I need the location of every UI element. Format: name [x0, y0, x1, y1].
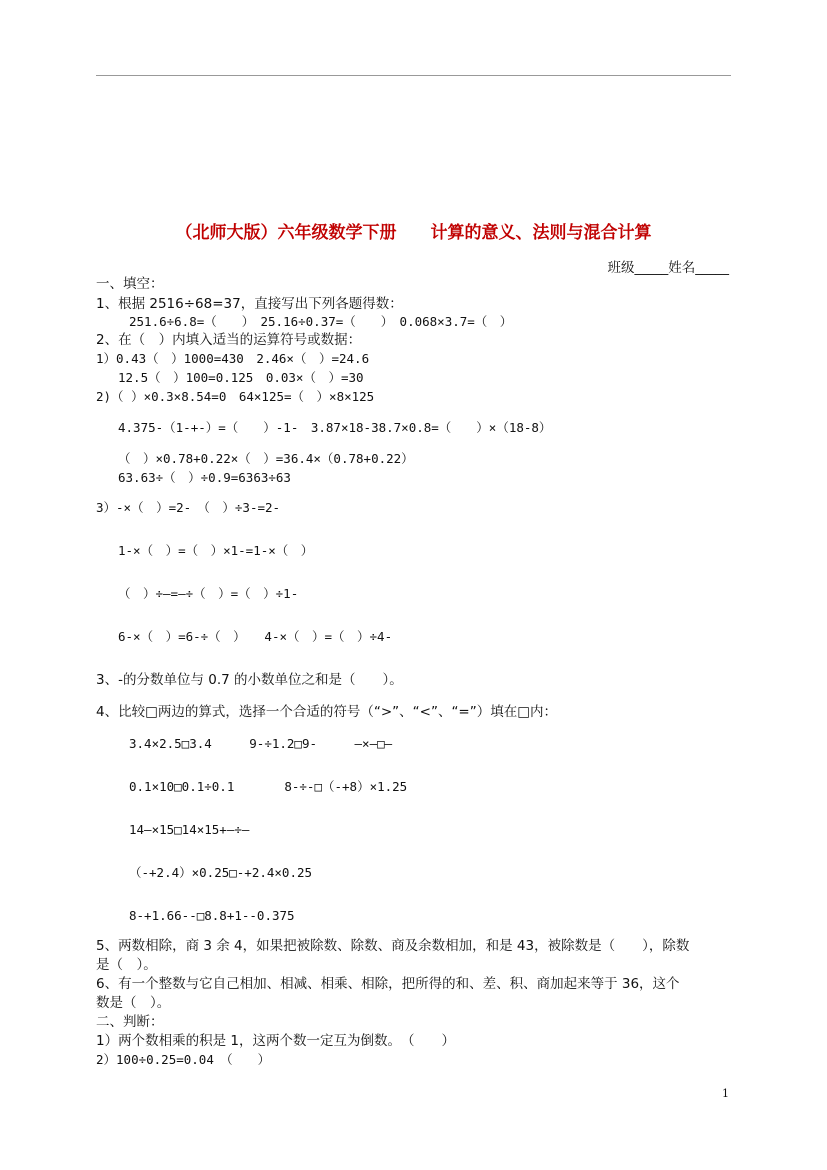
- question-2-row-5: （ ）×0.78+0.22×（ ）=36.4×（0.78+0.22）: [118, 451, 414, 466]
- question-2-row-3: 2)（ ）×0.3×8.54=0 64×125=（ ）×8×125: [96, 389, 375, 404]
- question-5-row-2: 0.1×10□0.1÷0.1 8-÷-□（-+8）×1.25: [129, 779, 408, 794]
- question-2: 2、在（ ）内填入适当的运算符号或数据：: [96, 332, 362, 348]
- question-5: 4、比较□两边的算式，选择一个合适的符号（“>”、“<”、“=”）填在□内：: [96, 704, 557, 720]
- question-2-row-2: 12.5（ ）100=0.125 0.03×（ ）=30: [118, 370, 364, 385]
- question-5-row-4: （-+2.4）×0.25□-+2.4×0.25: [129, 865, 313, 880]
- question-1: 1、根据 2516÷68=37，直接写出下列各题得数：: [96, 296, 403, 312]
- question-5-row-1: 3.4×2.5□3.4 9-÷1.2□9- —×—□—: [129, 736, 393, 751]
- section-fill-blank: 一、填空：: [96, 276, 164, 292]
- question-5-row-3: 14—×15□14×15+—÷—: [129, 822, 250, 837]
- class-name-field: 班级_____姓名_____: [607, 260, 729, 276]
- question-2-row-6: 63.63÷（ ）÷0.9=6363÷63: [118, 470, 291, 485]
- question-3-row-2: 1-×（ ）=（ ）×1-=1-×（ ）: [118, 543, 314, 558]
- question-5-row-5: 8-+1.66--□8.8+1--0.375: [129, 908, 295, 923]
- question-3-row-4: 6-×（ ）=6-÷（ ） 4-×（ ）=（ ）÷4-: [118, 629, 393, 644]
- question-1-items: 251.6÷6.8=（ ） 25.16÷0.37=（ ） 0.068×3.7=（ ）: [129, 314, 513, 329]
- judgement-1: 1）两个数相乘的积是 1，这两个数一定互为倒数。 （ ）: [96, 1033, 455, 1049]
- question-4: 3、-的分数单位与 0.7 的小数单位之和是（ ）。: [96, 672, 403, 688]
- question-6-line-2: 是（ ）。: [96, 957, 157, 973]
- question-2-row-4: 4.375-（1-+-）=（ ）-1- 3.87×18-38.7×0.8=（ ）×（18-8）: [118, 420, 552, 435]
- section-judgement: 二、判断：: [96, 1014, 164, 1030]
- page-number: 1: [722, 1087, 729, 1100]
- judgement-2: 2）100÷0.25=0.04 （ ）: [96, 1052, 271, 1067]
- question-6-line-1: 5、两数相除，商 3 余 4，如果把被除数、除数、商及余数相加，和是 43，被除数是（ ），除数: [96, 938, 690, 954]
- question-3-row-1: 3）-×（ ）=2- （ ）÷3-=2-: [96, 500, 281, 515]
- header-rule: [96, 75, 731, 76]
- question-2-row-1: 1）0.43（ ）1000=430 2.46×（ ）=24.6: [96, 351, 370, 366]
- question-7-line-2: 数是（ ）。: [96, 995, 171, 1011]
- question-7-line-1: 6、有一个整数与它自己相加、相减、相乘、相除，把所得的和、差、积、商加起来等于 36，这个: [96, 976, 680, 992]
- page-title: （北师大版）六年级数学下册 计算的意义、法则与混合计算: [175, 223, 652, 243]
- question-3-row-3: （ ）÷—=—÷（ ）=（ ）÷1-: [118, 586, 299, 601]
